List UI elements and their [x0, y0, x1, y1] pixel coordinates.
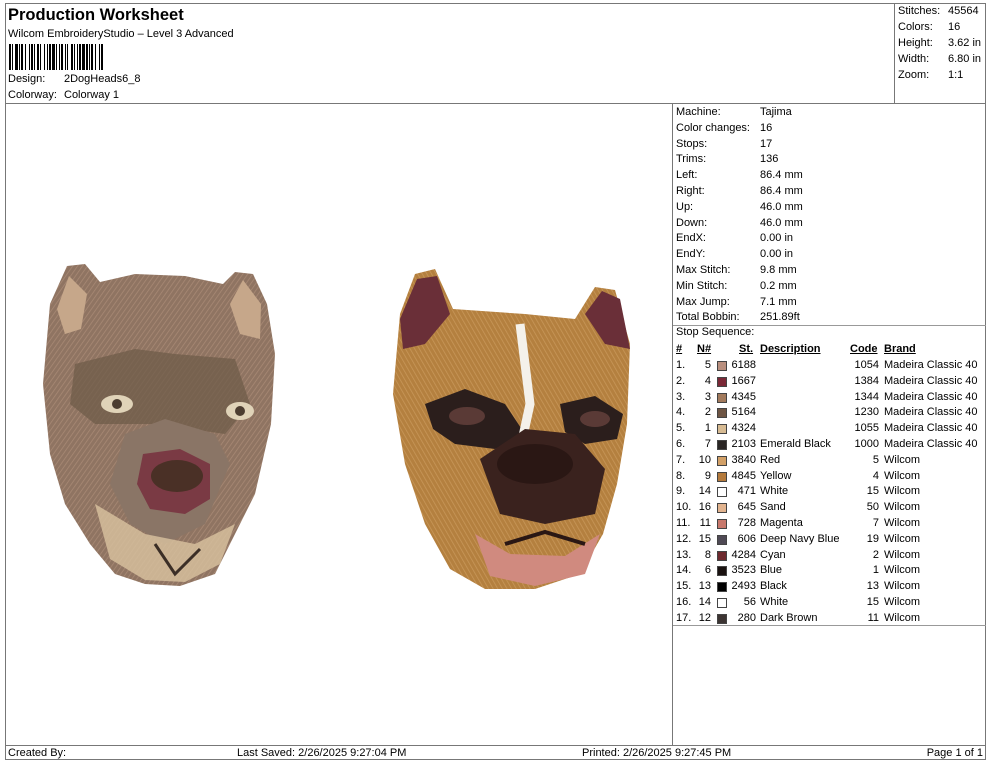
color-swatch [717, 408, 727, 418]
info-row [676, 138, 772, 150]
needle-number: 14 [698, 596, 711, 608]
info-value: 9.8 mm [760, 264, 797, 276]
stop-sequence-row [673, 422, 986, 438]
thread-brand: Wilcom [884, 596, 921, 608]
thread-brand: Wilcom [884, 469, 921, 482]
color-description: Sand [760, 501, 786, 514]
divider [673, 625, 986, 626]
color-description: Red [760, 453, 781, 466]
color-swatch [717, 614, 727, 624]
color-swatch [717, 456, 727, 466]
color-description: Cyan [760, 548, 786, 561]
stop-sequence-row [673, 533, 986, 549]
stop-sequence-row [673, 596, 986, 612]
stitches-value: 45564 [948, 5, 979, 17]
info-label: Max Jump: [676, 295, 730, 308]
info-value: 17 [760, 137, 773, 150]
created-by: Created By: [8, 747, 67, 759]
summary-colors [898, 21, 960, 33]
info-row [676, 280, 797, 292]
col-header-description: Description [760, 343, 821, 355]
page-title: Production Worksheet [8, 6, 184, 24]
row-index: 11. [676, 517, 691, 529]
info-row [676, 311, 800, 323]
info-label: Total Bobbin: [676, 311, 740, 324]
info-row [676, 185, 803, 197]
stitch-count: 4845 [731, 469, 756, 482]
color-swatch [717, 440, 727, 450]
stitch-count: 5164 [731, 406, 756, 419]
thread-code: 11 [867, 611, 879, 624]
machine-info-panel [673, 104, 986, 745]
info-row [676, 248, 793, 260]
info-row [676, 264, 797, 276]
info-row [676, 106, 792, 118]
color-swatch [717, 361, 727, 371]
needle-number: 16 [698, 501, 711, 514]
needle-number: 5 [704, 359, 711, 371]
width-value: 6.80 in [948, 53, 982, 65]
design-value: 2DogHeads6_8 [64, 73, 141, 85]
info-label: Min Stitch: [676, 279, 728, 292]
thread-brand: Madeira Classic 40 [884, 406, 978, 419]
info-label: Up: [676, 200, 694, 213]
last-saved: Last Saved: 2/26/2025 9:27:04 PM [237, 747, 407, 759]
stop-sequence-row [673, 549, 986, 565]
stop-sequence-row [673, 517, 986, 533]
color-swatch [717, 377, 727, 387]
stop-sequence-row [673, 501, 986, 517]
needle-number: 11 [699, 517, 711, 529]
barcode [9, 44, 189, 70]
info-value: Tajima [760, 106, 792, 118]
stop-sequence-row [673, 438, 986, 454]
info-row [676, 217, 803, 229]
info-label: Machine: [676, 106, 721, 118]
stop-sequence-row [673, 485, 986, 501]
stop-sequence-row [673, 406, 986, 422]
info-label: Stops: [676, 137, 708, 150]
thread-brand: Wilcom [884, 501, 921, 514]
worksheet-footer [5, 745, 986, 760]
needle-number: 13 [698, 580, 711, 593]
stitch-count: 4324 [731, 422, 756, 435]
info-value: 0.00 in [760, 248, 794, 261]
row-index: 17. [676, 611, 692, 624]
thread-brand: Wilcom [884, 580, 921, 593]
needle-number: 4 [704, 374, 711, 387]
row-index: 14. [676, 564, 692, 577]
thread-code: 7 [872, 517, 879, 529]
thread-code: 4 [872, 469, 879, 482]
stitch-count: 606 [737, 532, 756, 545]
info-value: 0.00 in [760, 232, 794, 245]
needle-number: 7 [704, 438, 711, 450]
colors-value: 16 [948, 21, 961, 33]
row-index: 16. [676, 596, 692, 608]
right-dog-head [393, 269, 630, 589]
info-label: Color changes: [676, 121, 750, 134]
page-number: Page 1 of 1 [926, 747, 983, 759]
worksheet-header [5, 3, 895, 104]
summary-zoom [898, 69, 963, 81]
color-description: White [760, 596, 789, 608]
thread-code: 5 [872, 453, 879, 466]
info-value: 16 [760, 121, 773, 134]
color-swatch [717, 393, 727, 403]
summary-stitches [898, 5, 979, 17]
thread-brand: Madeira Classic 40 [884, 422, 978, 435]
thread-code: 1 [872, 564, 879, 577]
info-value: 7.1 mm [760, 295, 797, 308]
thread-brand: Wilcom [884, 548, 921, 561]
row-index: 15. [676, 580, 692, 593]
color-swatch [717, 535, 727, 545]
info-row [676, 153, 778, 165]
color-swatch [717, 598, 727, 608]
stop-sequence-row [673, 391, 986, 407]
stitch-count: 4284 [731, 548, 756, 561]
stitch-count: 728 [737, 517, 756, 529]
thread-code: 50 [866, 501, 879, 514]
row-index: 2. [676, 374, 686, 387]
info-label: Max Stitch: [676, 264, 731, 276]
thread-brand: Wilcom [884, 611, 921, 624]
col-header-stitches: St. [739, 343, 754, 355]
needle-number: 6 [704, 564, 711, 577]
stop-sequence-row [673, 375, 986, 391]
width-label: Width: [898, 53, 930, 65]
thread-code: 1230 [854, 406, 879, 419]
thread-code: 15 [866, 485, 879, 498]
col-header-code: Code [850, 343, 878, 355]
summary-width [898, 53, 981, 65]
thread-brand: Madeira Classic 40 [884, 374, 978, 387]
needle-number: 14 [698, 485, 711, 498]
info-label: Right: [676, 185, 705, 197]
thread-code: 15 [866, 596, 879, 608]
info-label: EndX: [676, 232, 706, 245]
row-index: 12. [676, 532, 692, 545]
thread-code: 19 [866, 532, 879, 545]
color-description: Deep Navy Blue [760, 532, 840, 545]
stitch-count: 2493 [731, 580, 756, 593]
thread-code: 1055 [854, 422, 879, 435]
color-description: Dark Brown [760, 611, 818, 624]
info-label: EndY: [676, 248, 706, 261]
needle-number: 8 [704, 548, 711, 561]
row-index: 5. [676, 422, 686, 435]
stitch-count: 471 [737, 485, 756, 498]
stitch-count: 2103 [731, 438, 756, 450]
needle-number: 2 [704, 406, 711, 419]
color-swatch [717, 566, 727, 576]
stitch-count: 280 [737, 611, 756, 624]
design-label: Design: [8, 73, 46, 85]
row-index: 1. [676, 359, 686, 371]
height-label: Height: [898, 37, 933, 49]
thread-brand: Wilcom [884, 532, 921, 545]
info-value: 0.2 mm [760, 279, 797, 292]
info-row [676, 296, 797, 308]
stop-sequence-title: Stop Sequence: [676, 326, 755, 338]
colorway-row [8, 89, 119, 101]
stitch-count: 645 [737, 501, 756, 514]
color-description: White [760, 485, 789, 498]
color-swatch [717, 551, 727, 561]
barcode-bar [103, 44, 104, 70]
thread-brand: Madeira Classic 40 [884, 390, 978, 403]
info-label: Down: [676, 216, 708, 229]
row-index: 6. [676, 438, 686, 450]
color-description: Blue [760, 564, 783, 577]
stop-sequence-row [673, 564, 986, 580]
stitch-count: 1667 [731, 374, 756, 387]
row-index: 13. [676, 548, 692, 561]
stop-sequence-row [673, 580, 986, 596]
thread-code: 1344 [854, 390, 879, 403]
col-header-index: # [676, 343, 683, 355]
row-index: 8. [676, 469, 686, 482]
stitch-count: 4345 [731, 390, 756, 403]
info-row [676, 169, 803, 181]
row-index: 9. [676, 485, 686, 498]
stop-sequence-row [673, 454, 986, 470]
color-swatch [717, 519, 727, 529]
design-preview [5, 104, 673, 745]
color-swatch [717, 503, 727, 513]
info-value: 251.89ft [760, 311, 800, 324]
row-index: 4. [676, 406, 686, 419]
stitches-label: Stitches: [898, 5, 941, 17]
color-description: Yellow [760, 469, 792, 482]
software-name: Wilcom EmbroideryStudio – Level 3 Advanced [8, 28, 234, 40]
info-value: 86.4 mm [760, 169, 803, 182]
needle-number: 1 [704, 422, 711, 435]
col-header-needle: N# [697, 343, 712, 355]
color-swatch [717, 472, 727, 482]
info-row [676, 201, 803, 213]
stitch-count: 3840 [731, 453, 756, 466]
stop-sequence-row [673, 359, 986, 375]
printed-date: Printed: 2/26/2025 9:27:45 PM [582, 747, 732, 759]
colorway-label: Colorway: [8, 89, 57, 101]
info-row [676, 122, 772, 134]
thread-code: 1384 [854, 374, 879, 387]
thread-code: 2 [872, 548, 879, 561]
stop-sequence-row [673, 470, 986, 486]
color-swatch [717, 424, 727, 434]
color-swatch [717, 487, 727, 497]
height-value: 3.62 in [948, 37, 982, 49]
thread-brand: Madeira Classic 40 [884, 438, 978, 450]
colorway-value: Colorway 1 [64, 89, 120, 101]
row-index: 3. [676, 390, 686, 403]
zoom-label: Zoom: [898, 69, 930, 81]
thread-code: 13 [866, 580, 879, 593]
stitch-count: 3523 [731, 564, 756, 577]
thread-brand: Wilcom [884, 564, 921, 577]
stitch-count: 56 [743, 596, 756, 608]
dog-heads-embroidery-image [5, 104, 672, 745]
row-index: 7. [676, 453, 686, 466]
info-value: 46.0 mm [760, 200, 803, 213]
info-value: 86.4 mm [760, 185, 803, 197]
color-description: Emerald Black [760, 438, 831, 450]
needle-number: 12 [698, 611, 711, 624]
thread-brand: Wilcom [884, 453, 921, 466]
col-header-brand: Brand [884, 343, 916, 355]
row-index: 10. [676, 501, 692, 514]
thread-brand: Madeira Classic 40 [884, 359, 978, 371]
needle-number: 3 [704, 390, 711, 403]
needle-number: 10 [698, 453, 711, 466]
info-label: Left: [676, 169, 698, 182]
thread-brand: Wilcom [884, 517, 921, 529]
design-row [8, 73, 140, 85]
info-row [676, 232, 793, 244]
zoom-value: 1:1 [948, 69, 964, 81]
left-dog-head [43, 264, 275, 586]
thread-code: 1054 [854, 359, 879, 371]
summary-height [898, 37, 981, 49]
needle-number: 15 [698, 532, 711, 545]
design-summary [895, 3, 986, 104]
needle-number: 9 [704, 469, 711, 482]
thread-brand: Wilcom [884, 485, 921, 498]
colors-label: Colors: [898, 21, 933, 33]
thread-code: 1000 [854, 438, 879, 450]
color-description: Black [760, 580, 787, 593]
info-value: 136 [760, 153, 779, 166]
info-label: Trims: [676, 153, 707, 166]
color-description: Magenta [760, 517, 803, 529]
info-value: 46.0 mm [760, 216, 803, 229]
stitch-count: 6188 [731, 359, 756, 371]
color-swatch [717, 582, 727, 592]
